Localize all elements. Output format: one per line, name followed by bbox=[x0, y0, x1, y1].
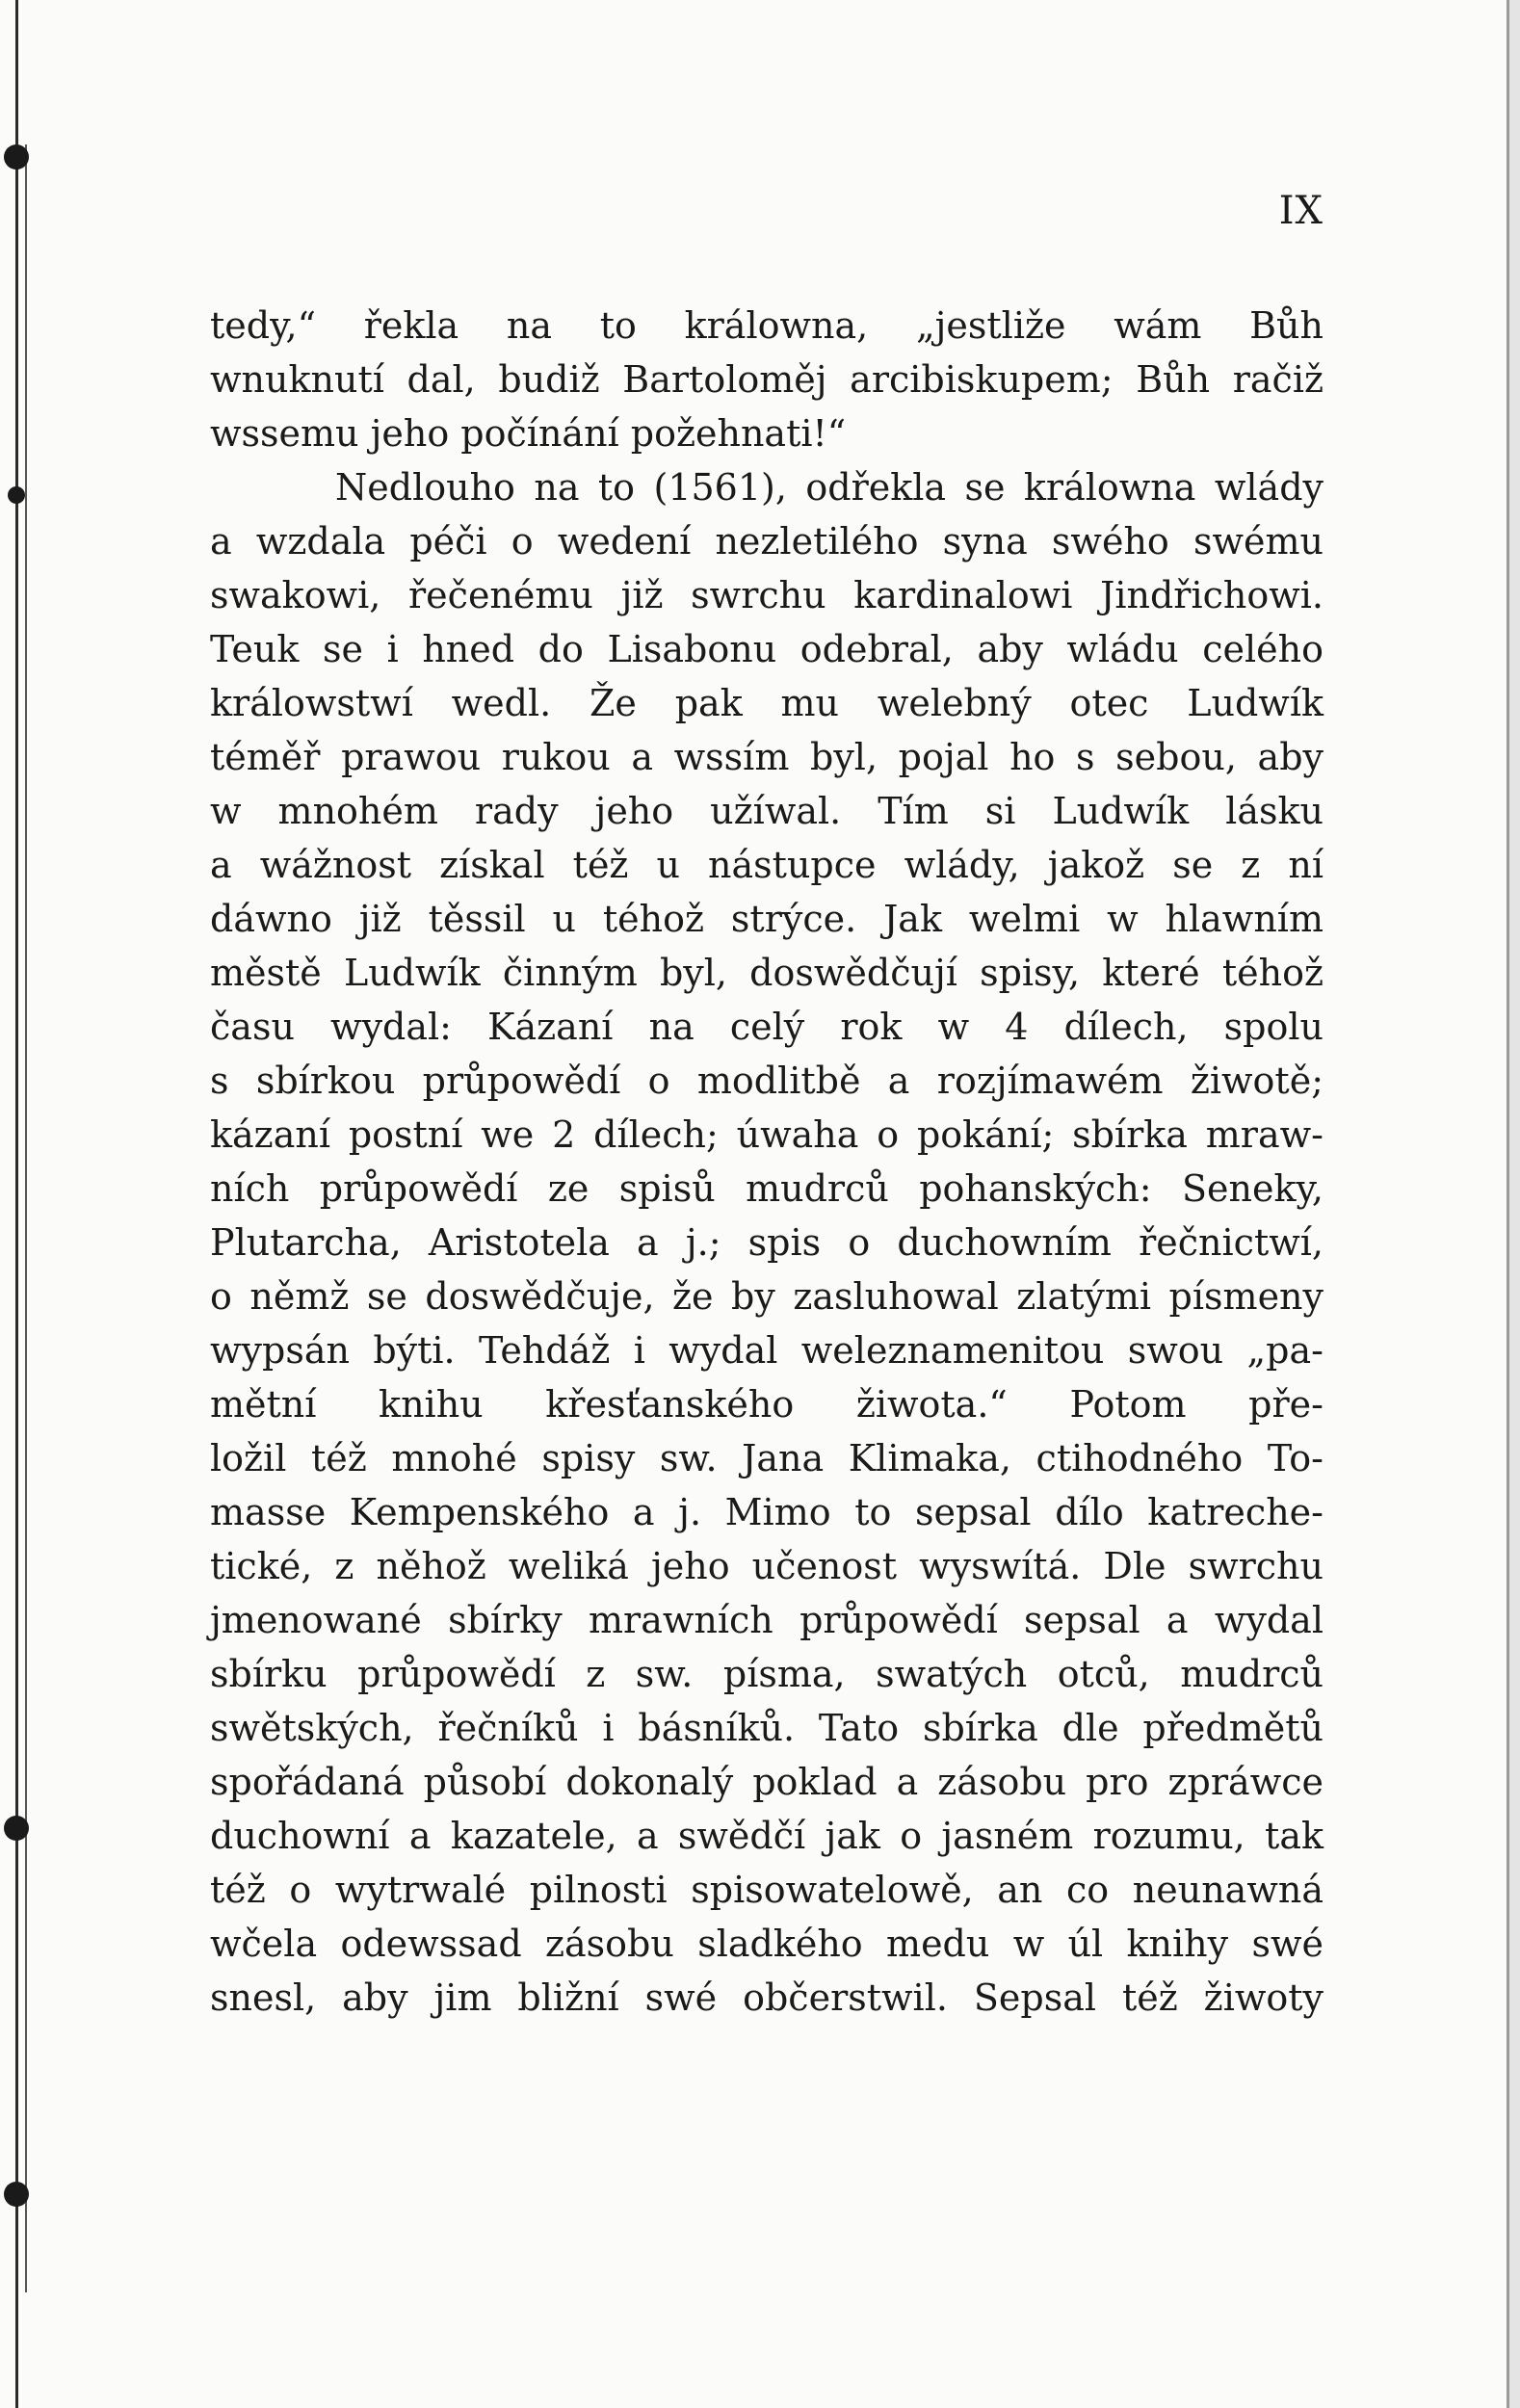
page-number: IX bbox=[1278, 189, 1323, 233]
page-edge bbox=[1507, 0, 1520, 2408]
text-line: Plutarcha, Aristotela a j.; spis o duchowním řečnictwí, bbox=[210, 1221, 1323, 1264]
text-line: a wzdala péči o wedení nezletilého syna swého swému bbox=[210, 520, 1323, 563]
text-line: Nedlouho na to (1561), odřekla se králowna wlády bbox=[335, 466, 1323, 509]
text-line: králowstwí wedl. Že pak mu welebný otec Ludwík bbox=[210, 682, 1323, 724]
text-line: ložil též mnohé spisy sw. Jana Klimaka, ctihodného To- bbox=[210, 1437, 1323, 1479]
text-line: tedy,“ řekla na to králowna, „jestliže wám Bůh bbox=[210, 304, 1323, 347]
text-line: duchowní a kazatele, a swědčí jak o jasném rozumu, tak bbox=[210, 1815, 1323, 1857]
binding-stain bbox=[4, 1816, 29, 1841]
text-line: ních průpowědí ze spisů mudrců pohanských: Seneky, bbox=[210, 1167, 1323, 1210]
binding-stain bbox=[4, 2182, 29, 2207]
text-line: swětských, řečníků i básníků. Tato sbírka dle předmětů bbox=[210, 1707, 1323, 1749]
text-line: s sbírkou průpowědí o modlitbě a rozjímawém žiwotě; bbox=[210, 1060, 1323, 1102]
text-line: a wážnost získal též u nástupce wlády, jakož se z ní bbox=[210, 844, 1323, 886]
text-line: spořádaná působí dokonalý poklad a zásobu pro zpráwce bbox=[210, 1761, 1323, 1803]
body-text bbox=[210, 299, 1323, 2025]
text-line: wčela odewssad zásobu sladkého medu w úl knihy swé bbox=[210, 1923, 1323, 1965]
binding-stain bbox=[4, 144, 29, 170]
text-line: o němž se doswědčuje, že by zasluhowal zlatými písmeny bbox=[210, 1275, 1323, 1318]
text-line: téměř prawou rukou a wssím byl, pojal ho s sebou, aby bbox=[210, 736, 1323, 778]
text-line: wssemu jeho počínání požehnati!“ bbox=[210, 412, 847, 455]
text-line: wypsán býti. Tehdáž i wydal weleznamenitou swou „pa- bbox=[210, 1329, 1323, 1372]
text-line: dáwno již těssil u téhož strýce. Jak welmi w hlawním bbox=[210, 898, 1323, 940]
text-line: městě Ludwík činným byl, doswědčují spisy, které téhož bbox=[210, 952, 1323, 994]
text-line: masse Kempenského a j. Mimo to sepsal dílo katreche- bbox=[210, 1491, 1323, 1533]
text-line: Teuk se i hned do Lisabonu odebral, aby wládu celého bbox=[210, 628, 1323, 670]
text-line: mětní knihu křesťanského žiwota.“ Potom pře- bbox=[210, 1383, 1323, 1426]
text-line: též o wytrwalé pilnosti spisowatelowě, an co neunawná bbox=[210, 1869, 1323, 1911]
text-line: swakowi, řečenému již swrchu kardinalowi Jindřichowi. bbox=[210, 574, 1323, 616]
text-line: kázaní postní we 2 dílech; úwaha o pokání; sbírka mraw- bbox=[210, 1113, 1323, 1156]
binding-stain bbox=[8, 486, 25, 504]
text-line: snesl, aby jim bližní swé občerstwil. Sepsal též žiwoty bbox=[210, 1976, 1323, 2019]
binding-edge bbox=[15, 0, 18, 2408]
text-line: jmenowané sbírky mrawních průpowědí sepsal a wydal bbox=[210, 1599, 1323, 1641]
binding-rule bbox=[25, 144, 27, 2292]
text-line: wnuknutí dal, budiž Bartoloměj arcibiskupem; Bůh račiž bbox=[210, 358, 1323, 401]
text-line: tické, z něhož weliká jeho učenost wyswítá. Dle swrchu bbox=[210, 1545, 1323, 1587]
text-line: času wydal: Kázaní na celý rok w 4 dílech, spolu bbox=[210, 1006, 1323, 1048]
text-line: sbírku průpowědí z sw. písma, swatých otců, mudrců bbox=[210, 1653, 1323, 1695]
text-line: w mnohém rady jeho užíwal. Tím si Ludwík lásku bbox=[210, 790, 1323, 832]
